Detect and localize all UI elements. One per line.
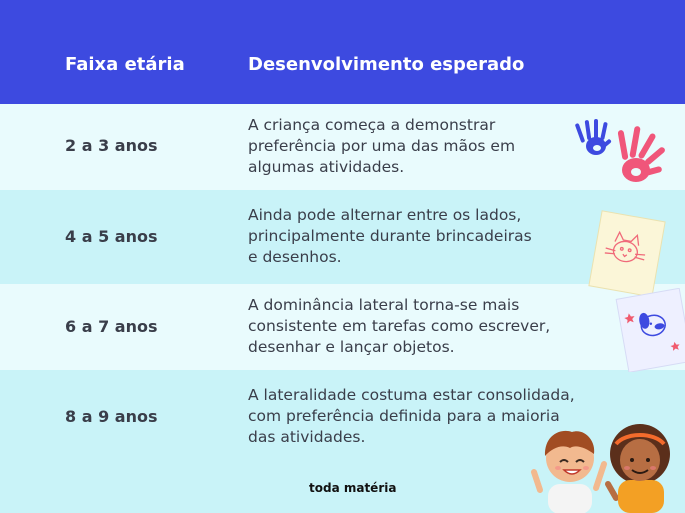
table-header <box>0 0 685 104</box>
description-line: A criança começa a demonstrar <box>248 116 496 134</box>
description-line: Ainda pode alternar entre os lados, <box>248 206 522 224</box>
age-range: 6 a 7 anos <box>65 317 158 336</box>
description-line: A lateralidade costuma estar consolidada, <box>248 386 575 404</box>
header-expected-development: Desenvolvimento esperado <box>248 54 525 75</box>
age-range: 8 a 9 anos <box>65 407 158 426</box>
handprints-icon <box>572 118 674 192</box>
age-range: 2 a 3 anos <box>65 136 158 155</box>
description-line: preferência por uma das mãos em <box>248 137 516 155</box>
description-line: e desenhos. <box>248 248 342 266</box>
children-illustration <box>530 418 680 513</box>
development-description <box>248 295 608 358</box>
description-line: consistente em tarefas como escrever, <box>248 317 551 335</box>
header-age-range: Faixa etária <box>65 54 185 75</box>
description-line: com preferência definida para a maioria <box>248 407 560 425</box>
description-line: A dominância lateral torna-se mais <box>248 296 520 314</box>
description-line: principalmente durante brincadeiras <box>248 227 532 245</box>
description-line: das atividades. <box>248 428 366 446</box>
age-range: 4 a 5 anos <box>65 227 158 246</box>
brand-logo: toda matéria <box>309 481 397 495</box>
dog-drawing-icon <box>612 288 685 372</box>
development-description <box>248 115 608 178</box>
description-line: algumas atividades. <box>248 158 405 176</box>
development-description <box>248 205 608 268</box>
cat-drawing-icon <box>583 210 673 298</box>
description-line: desenhar e lançar objetos. <box>248 338 455 356</box>
